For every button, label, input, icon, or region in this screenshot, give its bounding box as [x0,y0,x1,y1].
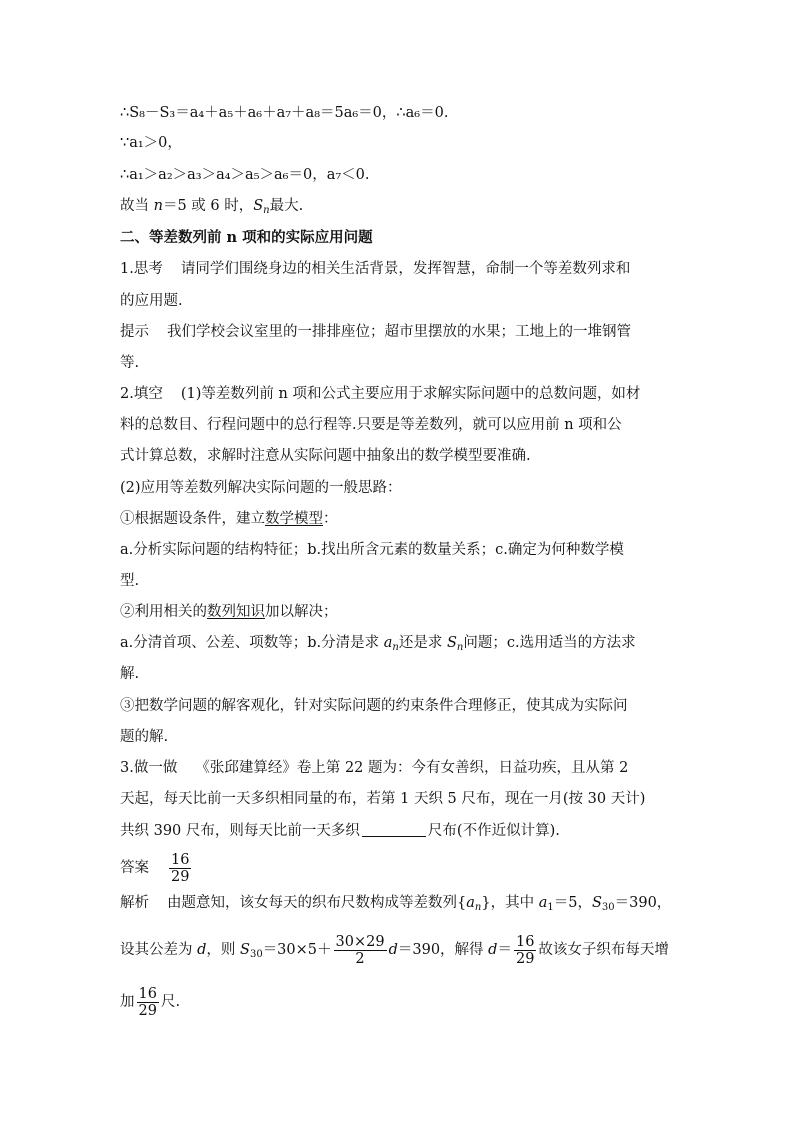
conclusion-text: ＝5 或 6 时， [162,198,254,214]
var-s: S [591,895,602,911]
analysis-text: 由题意知，该女每天的织布尺数构成等差数列{ [167,895,467,911]
fraction-30x29-over-2: $\frac{30\times 29}{2}$ [335,933,385,967]
conclusion-line [120,196,303,221]
analysis-text: ＝5， [553,895,592,911]
var-a: a [538,895,548,911]
step2-line [120,602,338,622]
step1-line [120,509,338,529]
fill-label: 2.填空 [120,386,163,402]
conclusion-text: 故当 [120,198,154,214]
practice-text: 共织 390 尺布，则每天比前一天多织 [120,823,360,839]
practice-text: 《张邱建算经》卷上第 22 题为：今有女善织，日益功疾，且从第 2 [195,760,629,776]
conclusion-text: 最大. [269,198,304,214]
derivation-line-2 [120,133,182,153]
analysis-text: ＝30×5＋ [262,942,332,958]
answer-fraction: $\frac{16}{29}$ [171,851,190,885]
analysis-line-2 [120,930,669,975]
practice-text: 天起，每天比前一天多织相同量的布，若第 1 天织 5 尺布，现在一月(按 30 天计) [120,791,646,807]
var-sub: 30 [249,949,263,960]
think-label: 1.思考 [120,261,163,277]
var-a: a [383,635,393,651]
practice-line-3 [120,821,560,841]
step2-detail-1 [120,633,636,658]
analysis-text: 设其公差为 [120,942,198,958]
section-heading [120,228,373,248]
step-detail: 问题；c.选用适当的方法求 [463,635,636,651]
underlined-term: 数列知识 [207,604,265,620]
practice-label: 3.做一做 [120,760,178,776]
step-text: ①根据题设条件，建立 [120,511,265,527]
derivation-line-3 [120,165,370,185]
var-d: d [388,942,398,958]
fill-line-3 [120,446,531,466]
derivation-line-1 [120,103,448,123]
hint-label: 提示 [120,324,149,340]
step-detail: 还是求 [398,635,447,651]
analysis-text: ，则 [206,942,241,958]
analysis-text: 故该女子织布每天增 [538,942,669,958]
practice-line-2 [120,789,645,809]
var-sub: 1 [547,902,554,913]
think-line-2 [120,291,183,311]
analysis-text: ＝390，解得 [397,942,489,958]
var-sub: n [263,205,270,216]
derivation-text: ∴S₈－S₃＝a₄＋a₅＋a₆＋a₇＋a₈＝5a₆＝0，∴a₆＝0. [120,105,449,121]
analysis-text: 尺. [160,994,181,1010]
fraction-16-over-29: $\frac{16}{29}$ [515,933,535,967]
step1-detail-1 [120,540,624,560]
fill-text: 料的总数目、行程问题中的总行程等.只要是等差数列，就可以应用前 n 项和公 [120,417,622,433]
var-sub: n [456,642,464,653]
step3-line-2 [120,727,168,747]
var-s: S [240,942,250,958]
var-a: a [466,895,475,911]
fill-line-4 [120,478,402,498]
fill-line-1 [120,384,640,404]
var-d: d [488,942,498,958]
fraction-16-over-29: $\frac{16}{29}$ [138,985,157,1019]
think-line-1 [120,259,630,279]
step-text: 加以解决； [265,604,338,620]
analysis-text: ＝ [497,942,512,958]
hint-text: 等. [120,355,140,371]
practice-line-1 [120,758,628,778]
step-detail: 型. [120,573,140,589]
hint-line-2 [120,353,139,373]
var-s: S [253,198,264,214]
analysis-text: 加 [120,994,135,1010]
analysis-label: 解析 [120,895,149,911]
var-n: n [153,198,163,214]
var-sub: 30 [601,902,615,913]
fill-text: 式计算总数，求解时注意从实际问题中抽象出的数学模型要准确. [120,448,531,464]
underlined-term: 数学模型 [265,511,323,527]
hint-text: 我们学校会议室里的一排排座位；超市里摆放的水果；工地上的一堆钢管 [167,324,631,340]
hint-line-1 [120,322,631,342]
var-s: S [446,635,457,651]
step-detail: a.分析实际问题的结构特征；b.找出所含元素的数量关系；c.确定为何种数学模 [120,542,624,558]
practice-text: 尺布(不作近似计算). [427,823,560,839]
fill-text: (2)应用等差数列解决实际问题的一般思路： [120,480,402,496]
analysis-text: }，其中 [481,895,539,911]
step-text: ②利用相关的 [120,604,207,620]
step-detail: 解. [120,666,140,682]
step2-detail-2 [120,664,139,684]
step3-line-1 [120,696,628,716]
fill-line-2 [120,415,622,435]
step-text: ： [323,511,338,527]
think-text: 的应用题. [120,293,183,309]
analysis-line-3 [120,982,180,1022]
step-text: ③把数学问题的解客观化，针对实际问题的约束条件合理修正，使其成为实际问 [120,698,628,714]
answer-line [120,850,193,886]
analysis-line-1 [120,893,671,918]
answer-blank[interactable] [362,822,426,837]
derivation-text: ∴a₁＞a₂＞a₃＞a₄＞a₅＞a₆＝0，a₇＜0. [120,167,370,183]
var-sub: n [474,902,482,913]
step1-detail-2 [120,571,139,591]
fill-text: (1)等差数列前 n 项和公式主要应用于求解实际问题中的总数问题，如材 [180,386,641,402]
var-sub: n [392,642,399,653]
section-title: 二、等差数列前 n 项和的实际应用问题 [120,229,373,246]
step-detail: a.分清首项、公差、项数等；b.分清是求 [120,635,384,651]
answer-label: 答案 [120,860,149,876]
step-text: 题的解. [120,729,169,745]
derivation-text: ∵a₁＞0， [120,135,182,151]
var-d: d [197,942,207,958]
analysis-text: ＝390， [614,895,672,911]
think-text: 请同学们围绕身边的相关生活背景，发挥智慧，命制一个等差数列求和 [180,261,631,277]
